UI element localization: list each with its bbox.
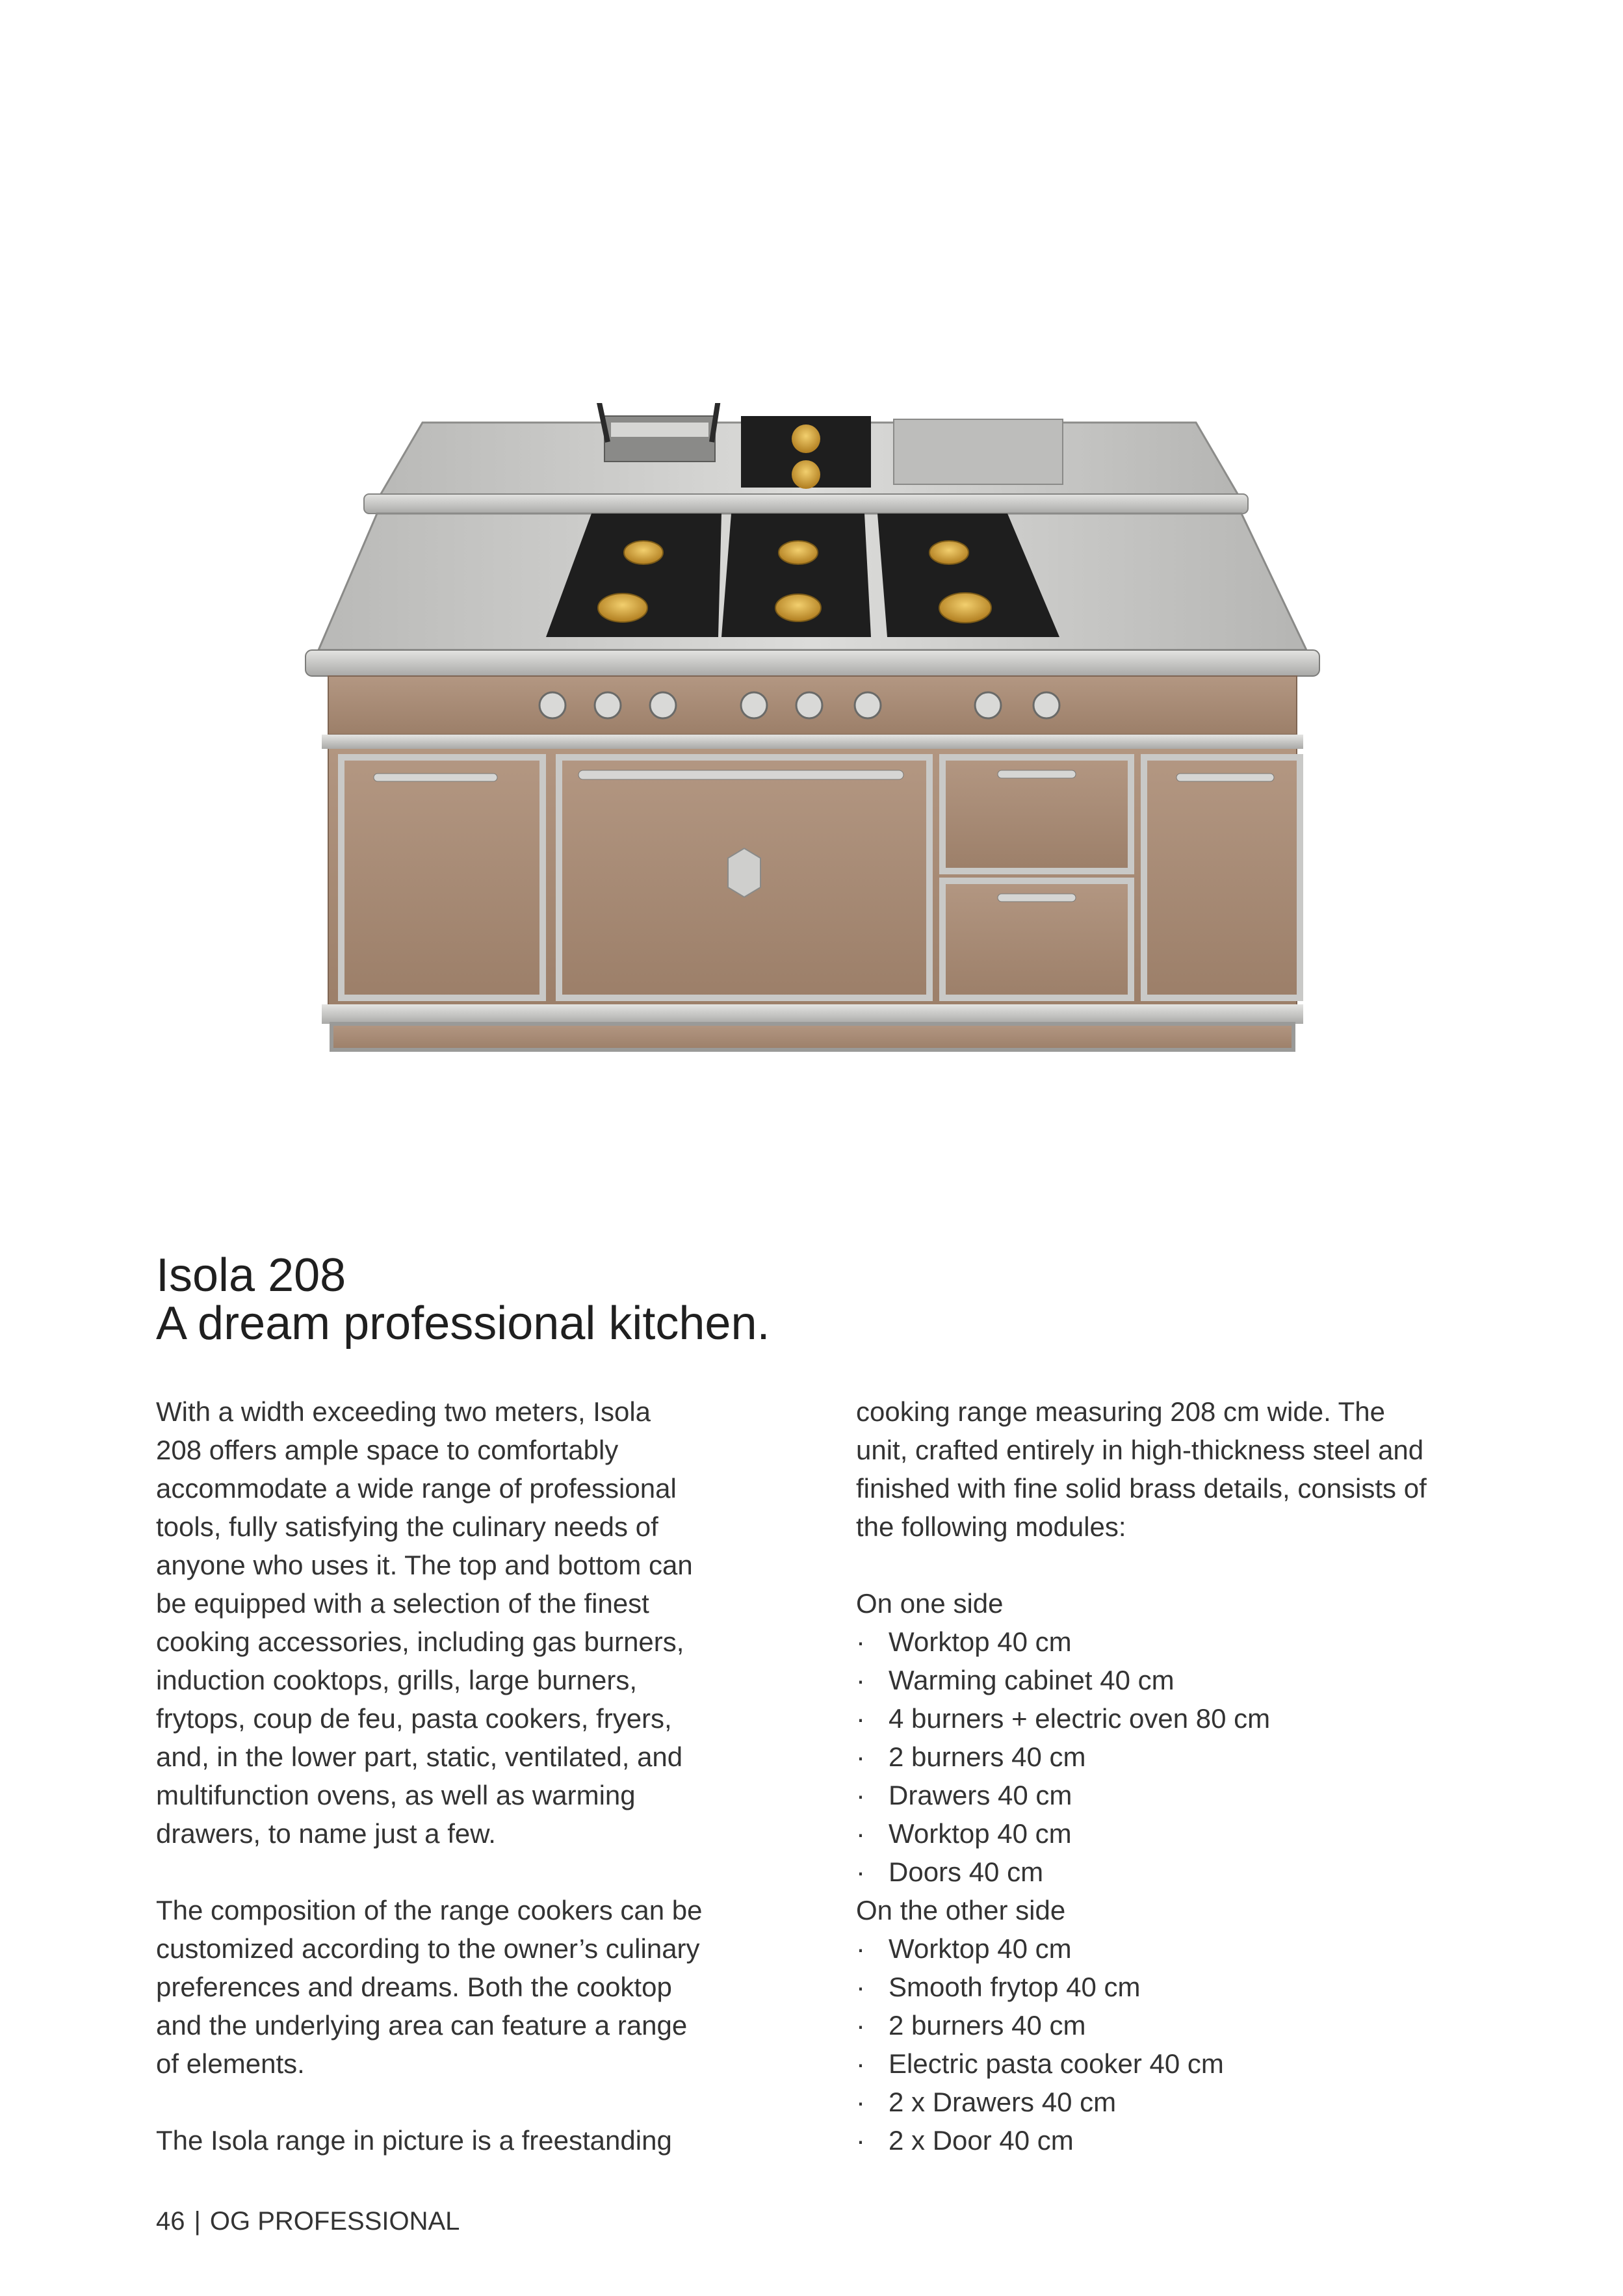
bullet-dot: · <box>856 2010 865 2041</box>
list-item: · Warming cabinet 40 cm <box>856 1661 1506 1699</box>
bullet-dot: · <box>856 1703 865 1734</box>
title-line-2: A dream professional kitchen. <box>156 1298 770 1350</box>
page-title <box>156 1251 936 1348</box>
text-line: multifunction ovens, as well as warming <box>156 1780 636 1810</box>
bullet-dot: · <box>856 1780 865 1810</box>
bullet-dot: · <box>856 2125 865 2156</box>
paragraph-2 <box>156 1891 806 2083</box>
list-item: · 2 x Door 40 cm <box>856 2121 1506 2159</box>
list-item: · Smooth frytop 40 cm <box>856 1968 1506 2006</box>
text-line: of elements. <box>156 2048 305 2079</box>
bullet-dot: · <box>856 1972 865 2002</box>
list-item: · Worktop 40 cm <box>856 1929 1506 1968</box>
side-two-heading: On the other side <box>856 1895 1066 1925</box>
footer-separator: | <box>194 2207 201 2236</box>
bullet-dot: · <box>856 1626 865 1657</box>
paragraph-gap <box>856 1546 1506 1584</box>
list-item: · 4 burners + electric oven 80 cm <box>856 1699 1506 1738</box>
list-item: · Electric pasta cooker 40 cm <box>856 2044 1506 2083</box>
text-line: tools, fully satisfying the culinary needs of <box>156 1511 658 1542</box>
text-line: preferences and dreams. Both the cooktop <box>156 1972 672 2002</box>
right-column <box>856 1392 1506 2159</box>
text-line: and, in the lower part, static, ventilated, and <box>156 1742 683 1772</box>
list-item: · 2 x Drawers 40 cm <box>856 2083 1506 2121</box>
paragraph-gap <box>156 1853 806 1891</box>
bullet-dot: · <box>856 1857 865 1887</box>
list-item: · 2 burners 40 cm <box>856 2006 1506 2044</box>
brand-name: OG PROFESSIONAL <box>209 2207 460 2236</box>
text-line: finished with fine solid brass details, consists of <box>856 1473 1427 1504</box>
text-line: be equipped with a selection of the finest <box>156 1588 649 1619</box>
list-item: · 2 burners 40 cm <box>856 1738 1506 1776</box>
bullet-dot: · <box>856 2048 865 2079</box>
intro-paragraph <box>856 1392 1506 1546</box>
side-one-heading: On one side <box>856 1588 1004 1619</box>
bullet-dot: · <box>856 2087 865 2117</box>
text-line: anyone who uses it. The top and bottom can <box>156 1550 693 1580</box>
list-item: · Worktop 40 cm <box>856 1623 1506 1661</box>
range-cooker-image <box>253 403 1358 1053</box>
text-line: unit, crafted entirely in high-thickness steel and <box>856 1435 1424 1465</box>
text-line: and the underlying area can feature a range <box>156 2010 688 2041</box>
text-line: frytops, coup de feu, pasta cookers, fryers, <box>156 1703 672 1734</box>
paragraph-3 <box>156 2121 806 2159</box>
list-item: · Doors 40 cm <box>856 1853 1506 1891</box>
bullet-dot: · <box>856 1665 865 1695</box>
text-line: The Isola range in picture is a freestanding <box>156 2125 672 2156</box>
text-line: With a width exceeding two meters, Isola <box>156 1396 651 1427</box>
page-footer <box>156 2205 460 2237</box>
text-line: the following modules: <box>856 1511 1126 1542</box>
text-line: cooking accessories, including gas burners, <box>156 1626 684 1657</box>
text-line: drawers, to name just a few. <box>156 1818 496 1849</box>
bullet-dot: · <box>856 1818 865 1849</box>
list-item: · Worktop 40 cm <box>856 1814 1506 1853</box>
page-number: 46 <box>156 2207 185 2236</box>
side-two-list <box>856 1929 1506 2159</box>
text-line: The composition of the range cookers can be <box>156 1895 703 1925</box>
text-line: 208 offers ample space to comfortably <box>156 1435 619 1465</box>
text-line: induction cooktops, grills, large burners, <box>156 1665 638 1695</box>
text-line: customized according to the owner’s culinary <box>156 1933 700 1964</box>
title-line-1: Isola 208 <box>156 1249 346 1301</box>
text-line: accommodate a wide range of professional <box>156 1473 677 1504</box>
paragraph-gap <box>156 2083 806 2121</box>
left-column <box>156 1392 806 2159</box>
list-item: · Drawers 40 cm <box>856 1776 1506 1814</box>
bullet-dot: · <box>856 1933 865 1964</box>
side-one-list <box>856 1623 1506 1891</box>
paragraph-1 <box>156 1392 806 1853</box>
bullet-dot: · <box>856 1742 865 1772</box>
text-line: cooking range measuring 208 cm wide. The <box>856 1396 1386 1427</box>
